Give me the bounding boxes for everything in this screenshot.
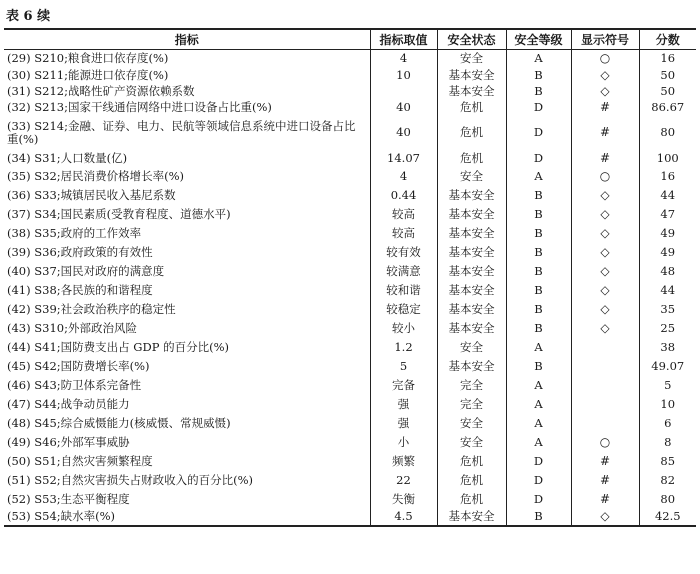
cell-state: 基本安全: [437, 186, 506, 205]
cell-symbol: ○: [571, 433, 639, 452]
table-row: [4, 50, 696, 67]
cell-value: 10: [370, 67, 437, 84]
indicator-table: [4, 28, 696, 527]
cell-symbol: ◇: [571, 319, 639, 338]
cell-state: 基本安全: [437, 300, 506, 319]
table-row: [4, 99, 696, 117]
cell-indicator: (42) S39;社会政治秩序的稳定性: [7, 301, 176, 316]
cell-state: 基本安全: [437, 509, 506, 526]
table-row: [4, 243, 696, 262]
cell-indicator: (51) S52;自然灾害损失占财政收入的百分比(%): [7, 472, 254, 487]
cell-indicator: (29) S210;粮食进口依存度(%): [7, 50, 169, 65]
cell-symbol: ○: [571, 50, 639, 67]
cell-value: 强: [370, 414, 437, 433]
cell-symbol: ◇: [571, 67, 639, 84]
cell-grade: A: [506, 168, 571, 186]
cell-state: 基本安全: [437, 84, 506, 99]
header-grade: 安全等级: [506, 29, 571, 50]
cell-symbol: #: [571, 99, 639, 117]
cell-value: 频繁: [370, 452, 437, 471]
cell-value: 完备: [370, 376, 437, 395]
table-row: [4, 281, 696, 300]
cell-state: 基本安全: [437, 357, 506, 376]
cell-symbol: ◇: [571, 84, 639, 99]
cell-grade: B: [506, 67, 571, 84]
cell-score: 80: [639, 117, 696, 149]
table-row: [4, 338, 696, 357]
cell-grade: D: [506, 99, 571, 117]
cell-value: 失衡: [370, 490, 437, 509]
cell-grade: A: [506, 50, 571, 67]
cell-score: 42.5: [639, 509, 696, 526]
cell-symbol: ◇: [571, 224, 639, 243]
cell-state: 完全: [437, 376, 506, 395]
header-state: 安全状态: [437, 29, 506, 50]
cell-value: 22: [370, 471, 437, 490]
cell-indicator: (37) S34;国民素质(受教育程度、道德水平): [7, 206, 231, 221]
cell-indicator: (47) S44;战争动员能力: [7, 396, 130, 411]
cell-symbol: [571, 338, 639, 357]
table-row: [4, 471, 696, 490]
cell-symbol: ◇: [571, 186, 639, 205]
cell-grade: A: [506, 376, 571, 395]
cell-state: 安全: [437, 414, 506, 433]
cell-value: 4: [370, 168, 437, 186]
cell-symbol: ○: [571, 168, 639, 186]
cell-score: 50: [639, 67, 696, 84]
cell-indicator: (30) S211;能源进口依存度(%): [7, 67, 169, 82]
cell-state: 基本安全: [437, 205, 506, 224]
cell-state: 危机: [437, 99, 506, 117]
cell-indicator: (49) S46;外部军事威胁: [7, 434, 130, 449]
cell-state: 基本安全: [437, 319, 506, 338]
cell-grade: B: [506, 243, 571, 262]
cell-indicator: (31) S212;战略性矿产资源依赖系数: [7, 83, 195, 98]
cell-indicator: (53) S54;缺水率(%): [4, 509, 370, 526]
cell-grade: D: [506, 452, 571, 471]
cell-grade: B: [506, 84, 571, 99]
cell-grade: D: [506, 471, 571, 490]
cell-state: 基本安全: [437, 67, 506, 84]
table-row: [4, 205, 696, 224]
cell-grade: D: [506, 490, 571, 509]
cell-state: 完全: [437, 395, 506, 414]
cell-indicator: (39) S36;政府政策的有效性: [7, 244, 153, 259]
table-row: [4, 262, 696, 281]
cell-value: 4: [370, 50, 437, 67]
cell-indicator: (40) S37;国民对政府的满意度: [7, 263, 165, 278]
table-row: [4, 84, 696, 99]
cell-state: 安全: [437, 168, 506, 186]
cell-symbol: ◇: [571, 262, 639, 281]
cell-score: 44: [639, 281, 696, 300]
cell-state: 基本安全: [437, 243, 506, 262]
cell-symbol: ◇: [571, 300, 639, 319]
cell-score: 16: [639, 50, 696, 67]
cell-state: 危机: [437, 149, 506, 168]
cell-score: 82: [639, 471, 696, 490]
table-row: [4, 414, 696, 433]
header-value: 指标取值: [370, 29, 437, 50]
cell-indicator: (50) S51;自然灾害频繁程度: [7, 453, 153, 468]
cell-symbol: #: [571, 490, 639, 509]
cell-score: 49: [639, 243, 696, 262]
table-row: [4, 509, 696, 526]
cell-symbol: ◇: [571, 205, 639, 224]
cell-score: 80: [639, 490, 696, 509]
cell-grade: B: [506, 224, 571, 243]
cell-state: 基本安全: [437, 224, 506, 243]
cell-value: 5: [370, 357, 437, 376]
table-row: [4, 319, 696, 338]
cell-value: 较小: [370, 319, 437, 338]
cell-score: 47: [639, 205, 696, 224]
cell-symbol: [571, 357, 639, 376]
cell-indicator: (46) S43;防卫体系完备性: [7, 377, 142, 392]
cell-indicator: (38) S35;政府的工作效率: [7, 225, 142, 240]
cell-score: 16: [639, 168, 696, 186]
cell-grade: A: [506, 433, 571, 452]
cell-state: 危机: [437, 490, 506, 509]
cell-value: [370, 84, 437, 99]
table-body: [4, 50, 696, 526]
cell-value: 较满意: [370, 262, 437, 281]
cell-indicator: (52) S53;生态平衡程度: [7, 491, 130, 506]
cell-value: 较稳定: [370, 300, 437, 319]
cell-score: 50: [639, 84, 696, 99]
cell-grade: B: [506, 281, 571, 300]
cell-indicator: (34) S31;人口数量(亿): [7, 150, 128, 165]
cell-symbol: [571, 395, 639, 414]
cell-indicator: (43) S310;外部政治风险: [7, 320, 137, 335]
cell-symbol: #: [571, 149, 639, 168]
cell-symbol: ◇: [571, 281, 639, 300]
cell-score: 8: [639, 433, 696, 452]
table-row: [4, 433, 696, 452]
cell-grade: B: [506, 509, 571, 526]
cell-score: 5: [639, 376, 696, 395]
cell-grade: B: [506, 186, 571, 205]
cell-score: 85: [639, 452, 696, 471]
cell-value: 强: [370, 395, 437, 414]
cell-grade: B: [506, 319, 571, 338]
cell-score: 10: [639, 395, 696, 414]
cell-state: 安全: [437, 50, 506, 67]
cell-state: 危机: [437, 471, 506, 490]
cell-score: 48: [639, 262, 696, 281]
cell-score: 44: [639, 186, 696, 205]
cell-grade: B: [506, 357, 571, 376]
cell-symbol: [571, 376, 639, 395]
table-row: [4, 376, 696, 395]
table-row: [4, 300, 696, 319]
cell-symbol: ◇: [571, 243, 639, 262]
cell-score: 86.67: [639, 99, 696, 117]
cell-grade: D: [506, 149, 571, 168]
cell-value: 较高: [370, 224, 437, 243]
cell-grade: A: [506, 414, 571, 433]
cell-state: 危机: [437, 452, 506, 471]
cell-indicator: (44) S41;国防费支出占 GDP 的百分比(%): [7, 339, 230, 354]
cell-state: 基本安全: [437, 281, 506, 300]
cell-value: 较和谐: [370, 281, 437, 300]
cell-grade: A: [506, 338, 571, 357]
cell-symbol: #: [571, 471, 639, 490]
cell-score: 100: [639, 149, 696, 168]
table-row: [4, 357, 696, 376]
table-row: [4, 67, 696, 84]
cell-grade: A: [506, 395, 571, 414]
cell-score: 49.07: [639, 357, 696, 376]
cell-score: 25: [639, 319, 696, 338]
cell-grade: B: [506, 205, 571, 224]
cell-indicator: (36) S33;城镇居民收入基尼系数: [7, 187, 176, 202]
cell-score: 49: [639, 224, 696, 243]
cell-value: 小: [370, 433, 437, 452]
header-indicator: 指标: [4, 29, 370, 50]
cell-indicator: (45) S42;国防费增长率(%): [7, 358, 150, 373]
table-row: [4, 186, 696, 205]
cell-score: 38: [639, 338, 696, 357]
cell-symbol: #: [571, 117, 639, 149]
table-row: [4, 395, 696, 414]
cell-grade: D: [506, 117, 571, 149]
cell-indicator: (33) S214;金融、证券、电力、民航等领域信息系统中进口设备占比重(%): [7, 118, 356, 146]
table-row: [4, 452, 696, 471]
cell-indicator: (48) S45;综合威慑能力(核威慑、常规威慑): [7, 415, 231, 430]
cell-state: 基本安全: [437, 262, 506, 281]
cell-value: 1.2: [370, 338, 437, 357]
cell-score: 6: [639, 414, 696, 433]
table-row: [4, 224, 696, 243]
cell-state: 危机: [437, 117, 506, 149]
cell-value: 14.07: [370, 149, 437, 168]
cell-symbol: #: [571, 452, 639, 471]
table-row: [4, 117, 696, 149]
table-row: [4, 490, 696, 509]
cell-value: 40: [370, 117, 437, 149]
cell-value: 较高: [370, 205, 437, 224]
table-header-row: [4, 29, 696, 50]
cell-value: 较有效: [370, 243, 437, 262]
table-row: [4, 149, 696, 168]
header-score: 分数: [639, 29, 696, 50]
cell-grade: B: [506, 300, 571, 319]
cell-grade: B: [506, 262, 571, 281]
table-caption: 表 6 续: [6, 9, 51, 24]
cell-symbol: ◇: [571, 509, 639, 526]
cell-state: 安全: [437, 338, 506, 357]
cell-indicator: (41) S38;各民族的和谐程度: [7, 282, 153, 297]
cell-state: 安全: [437, 433, 506, 452]
cell-score: 35: [639, 300, 696, 319]
cell-indicator: (35) S32;居民消费价格增长率(%): [7, 169, 185, 183]
header-symbol: 显示符号: [571, 29, 639, 50]
cell-symbol: [571, 414, 639, 433]
cell-value: 4.5: [370, 509, 437, 526]
cell-value: 0.44: [370, 186, 437, 205]
cell-indicator: (32) S213;国家干线通信网络中进口设备占比重(%): [7, 100, 272, 114]
cell-value: 40: [370, 99, 437, 117]
table-row: [4, 168, 696, 186]
